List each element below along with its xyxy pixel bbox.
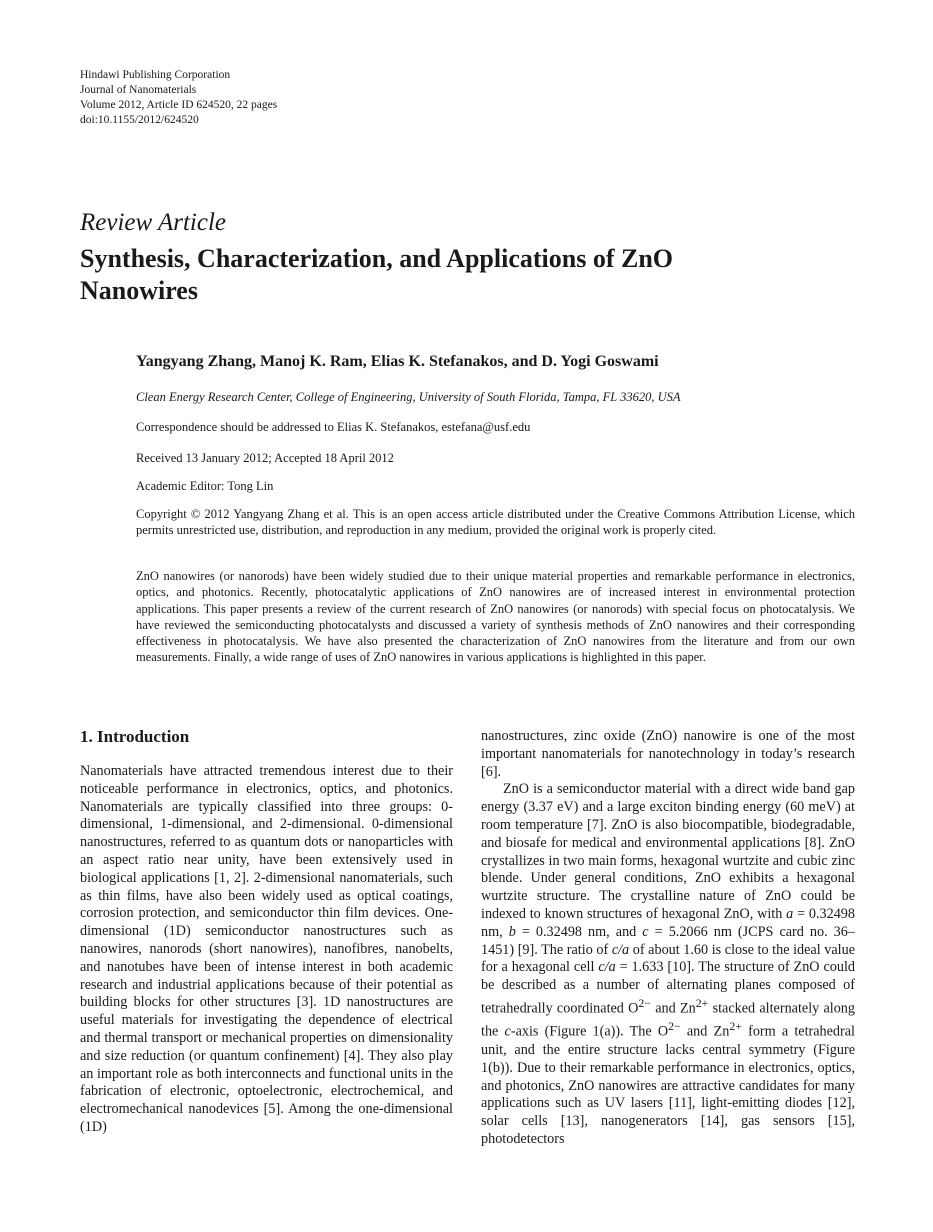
copyright: Copyright © 2012 Yangyang Zhang et al. This is an open access article distributed under the Creative Commons Attribution License, which permits unrestricted use, distribution, and reproduction in any medium, provided the original work is properly cited. xyxy=(136,507,855,538)
authors: Yangyang Zhang, Manoj K. Ram, Elias K. Stefanakos, and D. Yogi Goswami xyxy=(136,353,659,370)
affiliation: Clean Energy Research Center, College of Engineering, University of South Florida, Tampa, FL 33620, USA xyxy=(136,390,681,404)
doi: doi:10.1155/2012/624520 xyxy=(80,114,199,126)
received-dates: Received 13 January 2012; Accepted 18 April 2012 xyxy=(136,451,394,465)
left-column xyxy=(80,763,453,1137)
right-paragraph-1: nanostructures, zinc oxide (ZnO) nanowire is one of the most important nanomaterials for nanotechnology in today’s research [6]. xyxy=(481,728,855,780)
volume-info: Volume 2012, Article ID 624520, 22 pages xyxy=(80,99,278,111)
article-title: Synthesis, Characterization, and Applications of ZnO Nanowires xyxy=(80,244,674,305)
section-heading: 1. Introduction xyxy=(80,727,190,746)
journal-name: Journal of Nanomaterials xyxy=(80,84,197,96)
abstract: ZnO nanowires (or nanorods) have been widely studied due to their unique material properties and remarkable performance in electronics, optics, and photonics. Recently, photocatalytic applications of ZnO nanowires are of increased interest in environmental protection applications. This paper presents a review of the current research of ZnO nanowires (or nanorods) with special focus on photocatalysis. We have reviewed the semiconducting photocatalysts and discussed a variety of synthesis methods of ZnO nanowires and their corresponding effectiveness in photocatalysis. We have also presented the characterization of ZnO nanowires from the literature and from our own measurements. Finally, a wide range of uses of ZnO nanowires in various applications is highlighted in this paper. xyxy=(136,569,855,665)
journal-header xyxy=(80,68,277,128)
publisher: Hindawi Publishing Corporation xyxy=(80,69,231,81)
right-column xyxy=(481,728,855,1149)
intro-paragraph: Nanomaterials have attracted tremendous interest due to their noticeable performance in electronics, optics, and photonics. Nanomaterials are typically classified into three groups: 0-dimensional, 1-dimensional, and 2-dimensional. 0-dimensional nanostructures, referred to as quantum dots or nanoparticles with an aspect ratio near unity, have been extensively used in biological applications [1, 2]. 2-dimensional nanomaterials, such as thin films, have also been widely used as optical coatings, corrosion protection, and semiconductor thin film devices. One-dimensional (1D) semiconductor nanostructures such as nanowires, nanorods (short nanowires), nanofibres, nanobelts, and nanotubes have been of intense interest in both academic research and industrial applications because of their potential as building blocks for other structures [3]. 1D nanostructures are useful materials for investigating the dependence of electrical and thermal transport or mechanical properties on dimensionality and size reduction (or quantum confinement) [4]. They also play an important role as both interconnects and functional units in the fabrication of electronic, optoelectronic, electrochemical, and electromechanical nanodevices [5]. Among the one-dimensional (1D) xyxy=(80,763,453,1135)
correspondence: Correspondence should be addressed to Elias K. Stefanakos, estefana@usf.edu xyxy=(136,420,531,434)
academic-editor: Academic Editor: Tong Lin xyxy=(136,479,274,493)
article-type: Review Article xyxy=(80,209,227,236)
right-paragraph-2: ZnO is a semiconductor material with a direct wide band gap energy (3.37 eV) and a large exciton binding energy (60 meV) at room temperature [7]. ZnO is also biocompatible, biodegradable, and biosafe for medical and environmental applications [8]. ZnO crystallizes in two main forms, hexagonal wurtzite and cubic zinc blende. Under general conditions, ZnO exhibits a hexagonal wurtzite structure. The crystalline nature of ZnO could be indexed to known structures of hexagonal ZnO, with a = 0.32498 nm, b = 0.32498 nm, and c = 5.2066 nm (JCPS card no. 36–1451) [9]. The ratio of c/a of about 1.60 is close to the ideal value for a hexagonal cell c/a = 1.633 [10]. The structure of ZnO could be described as a number of alternating planes composed of tetrahedrally coordinated $O^{2-}$ and $Zn^{2+}$ stacked alternately along the c-axis (Figure 1(a)). The $O^{2-}$ and $Zn^{2+}$ form a tetrahedral unit, and the entire structure lacks central symmetry (Figure 1(b)). Due to their remarkable performance in electronics, optics, and photonics, ZnO nanowires are attractive candidates for many applications such as UV lasers [11], light-emitting diodes [12], solar cells [13], nanogenerators [14], gas sensors [15], photodetectors xyxy=(481,781,856,1147)
